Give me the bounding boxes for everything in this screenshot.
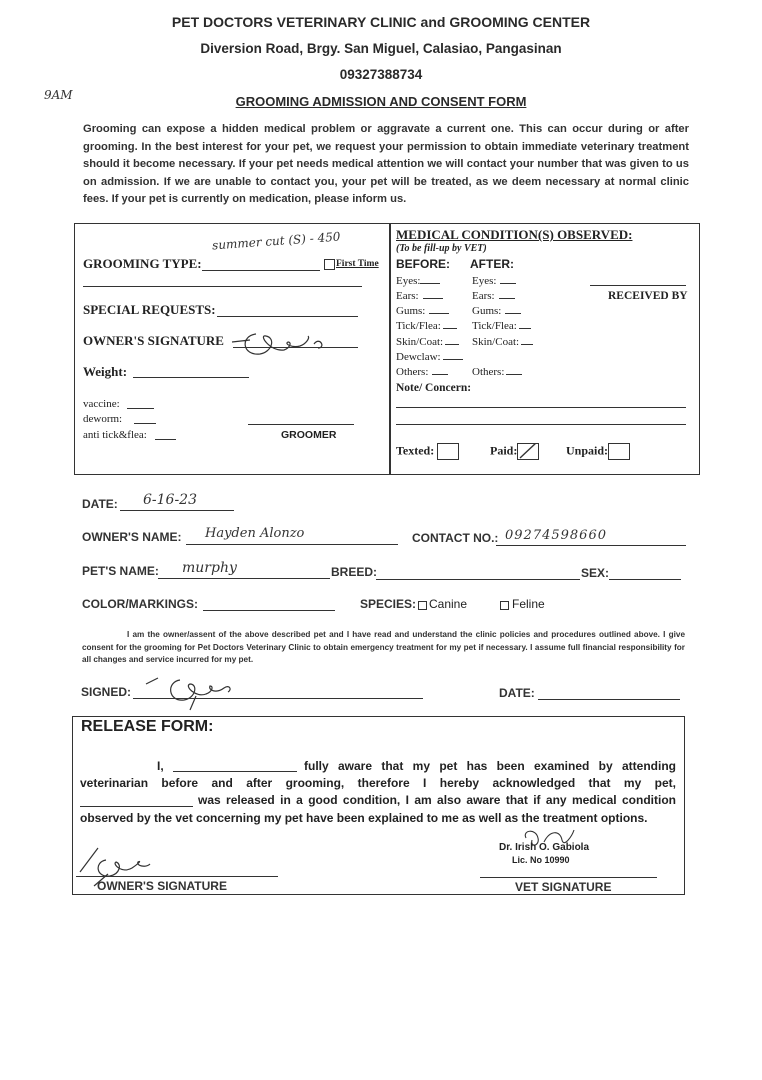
feline-label: Feline <box>512 597 545 611</box>
after-item: Tick/Flea: <box>472 320 531 332</box>
after-eyes-line[interactable] <box>500 283 516 284</box>
signed-label: SIGNED: <box>81 685 132 699</box>
sex-label: SEX: <box>581 566 610 580</box>
breed-label: BREED: <box>331 565 378 579</box>
before-ears-line[interactable] <box>423 298 443 299</box>
received-by-line[interactable] <box>590 285 686 286</box>
release-title: RELEASE FORM: <box>81 718 214 735</box>
before-item: Dewclaw: <box>396 351 463 363</box>
after-gums-line[interactable] <box>505 313 521 314</box>
unpaid-checkbox[interactable] <box>608 443 630 460</box>
date-value: 6-16-23 <box>143 492 197 508</box>
vaccine-line[interactable] <box>127 408 154 409</box>
first-time-label: First Time <box>336 259 379 269</box>
sex-line[interactable] <box>609 579 681 580</box>
species-label: SPECIES: <box>360 597 417 611</box>
pet-name-line[interactable] <box>158 578 330 579</box>
note-label: Note/ Concern: <box>396 382 472 394</box>
antitick-label: anti tick&flea: <box>83 429 147 441</box>
consent-text: I am the owner/assent of the above described pet and I have read and understand the clinic policies and procedures outlined above. I give consent for the grooming for Pet Doctors Veterinary Clinic to obtain emergency treatment for my pet if necessary. I assume full financial responsibility for all changes and service incurred for my pet. <box>82 630 685 664</box>
vet-signature-line[interactable] <box>480 877 657 878</box>
medical-subtitle: (To be fill-up by VET) <box>396 243 487 254</box>
contact-label: CONTACT NO.: <box>412 531 499 545</box>
note-line-2[interactable] <box>396 424 686 425</box>
deworm-line[interactable] <box>134 423 156 424</box>
after-item: Others: <box>472 366 522 378</box>
pet-name-value: murphy <box>182 560 237 576</box>
feline-checkbox[interactable] <box>500 601 509 610</box>
after-item: Skin/Coat: <box>472 336 533 348</box>
before-others-line[interactable] <box>432 374 448 375</box>
before-item: Tick/Flea: <box>396 320 457 332</box>
weight-line[interactable] <box>133 377 249 378</box>
pet-name-label: PET'S NAME: <box>82 564 159 578</box>
paid-checkbox[interactable] <box>517 443 539 460</box>
release-pet-line[interactable] <box>80 806 193 807</box>
date-line[interactable] <box>120 510 234 511</box>
before-item: Skin/Coat: <box>396 336 459 348</box>
after-skin-line[interactable] <box>521 344 533 345</box>
medical-title: MEDICAL CONDITION(S) OBSERVED: <box>396 227 633 242</box>
after-others-line[interactable] <box>506 374 522 375</box>
after-tick-line[interactable] <box>519 328 531 329</box>
before-gums-line[interactable] <box>429 313 449 314</box>
grooming-type-line[interactable] <box>202 270 320 271</box>
consent-date-line[interactable] <box>538 699 680 700</box>
texted-label: Texted: <box>396 443 459 460</box>
owner-name-value: Hayden Alonzo <box>205 526 305 541</box>
release-line-2: veterinarian before and after grooming, therefore I hereby acknowledged that my pet, <box>80 776 676 790</box>
first-time-checkbox[interactable] <box>324 259 335 270</box>
color-markings-line[interactable] <box>203 610 335 611</box>
grooming-type-line-2[interactable] <box>83 286 362 287</box>
canine-label: Canine <box>429 597 468 611</box>
release-line-1: fully aware that my pet has been examined by attending <box>304 759 676 773</box>
before-dewclaw-line[interactable] <box>443 359 463 360</box>
vet-name: Dr. Irish O. Gabiola <box>499 842 590 853</box>
box-divider <box>389 224 391 474</box>
vaccine-label: vaccine: <box>83 398 120 410</box>
note-line-1[interactable] <box>396 407 686 408</box>
date-label: DATE: <box>82 497 118 511</box>
paid-label: Paid: <box>490 443 539 460</box>
form-title: GROOMING ADMISSION AND CONSENT FORM <box>235 94 527 109</box>
consent-signature-scribble <box>140 672 240 712</box>
vet-license: Lic. No 10990 <box>512 855 570 865</box>
unpaid-label: Unpaid: <box>566 443 630 460</box>
before-eyes-line[interactable] <box>420 283 440 284</box>
before-item: Ears: <box>396 290 443 302</box>
owner-signature-line-release[interactable] <box>76 876 278 877</box>
before-item: Gums: <box>396 305 449 317</box>
owner-name-line[interactable] <box>186 544 398 545</box>
release-line-3: was released in a good condition, I am also aware that if any medical condition <box>198 793 676 807</box>
release-line-4: observed by the vet concerning my pet have been explained to me as well as the treatment options. <box>80 811 648 825</box>
owner-name-label: OWNER'S NAME: <box>82 530 182 544</box>
after-label: AFTER: <box>470 257 514 271</box>
release-i-label: I, <box>157 759 164 773</box>
contact-line[interactable] <box>496 545 686 546</box>
consent-date-label: DATE: <box>499 686 535 700</box>
owner-signature-label: OWNER'S SIGNATURE <box>83 333 224 348</box>
canine-checkbox[interactable] <box>418 601 427 610</box>
groomer-line[interactable] <box>248 424 354 425</box>
after-item: Eyes: <box>472 275 516 287</box>
after-ears-line[interactable] <box>499 298 515 299</box>
intro-paragraph: Grooming can expose a hidden medical problem or aggravate a current one. This can occur during or after grooming. In the best interest for your pet, we request your permission to obtain immediate veterinary treatment should it become necessary. If your pet needs medical attention we will contact your number that was given to us on admission. If we are unable to contact you, your pet will be treated, as we deem necessary at normal clinic fees. If your pet is currently on medication, please inform us. <box>83 123 689 206</box>
antitick-line[interactable] <box>155 439 176 440</box>
owner-signature-scribble <box>230 328 340 358</box>
before-item: Others: <box>396 366 448 378</box>
after-item: Gums: <box>472 305 521 317</box>
special-requests-line[interactable] <box>217 316 358 317</box>
weight-label: Weight: <box>83 364 128 379</box>
clinic-address: Diversion Road, Brgy. San Miguel, Calasiao, Pangasinan <box>200 41 562 56</box>
grooming-type-label: GROOMING TYPE: <box>83 256 202 271</box>
before-tick-line[interactable] <box>443 328 457 329</box>
before-item: Eyes: <box>396 275 440 287</box>
texted-checkbox[interactable] <box>437 443 459 460</box>
before-skin-line[interactable] <box>445 344 459 345</box>
margin-note: 9AM <box>44 88 73 102</box>
vet-signature-label: VET SIGNATURE <box>515 880 612 894</box>
check-mark-icon <box>518 444 538 459</box>
color-markings-label: COLOR/MARKINGS: <box>82 597 198 611</box>
clinic-name: PET DOCTORS VETERINARY CLINIC and GROOMING CENTER <box>171 14 591 30</box>
special-requests-label: SPECIAL REQUESTS: <box>83 302 216 317</box>
release-name-line[interactable] <box>173 771 297 772</box>
grooming-type-value: summer cut (S) - 450 <box>211 229 341 253</box>
deworm-label: deworm: <box>83 413 123 425</box>
groomer-label: GROOMER <box>281 429 337 441</box>
before-label: BEFORE: <box>396 257 450 271</box>
breed-line[interactable] <box>376 579 580 580</box>
contact-value: 09274598660 <box>505 528 607 543</box>
received-by-label: RECEIVED BY <box>608 290 688 302</box>
after-item: Ears: <box>472 290 515 302</box>
owner-signature-label-release: OWNER'S SIGNATURE <box>97 879 227 893</box>
clinic-phone: 09327388734 <box>339 67 423 82</box>
